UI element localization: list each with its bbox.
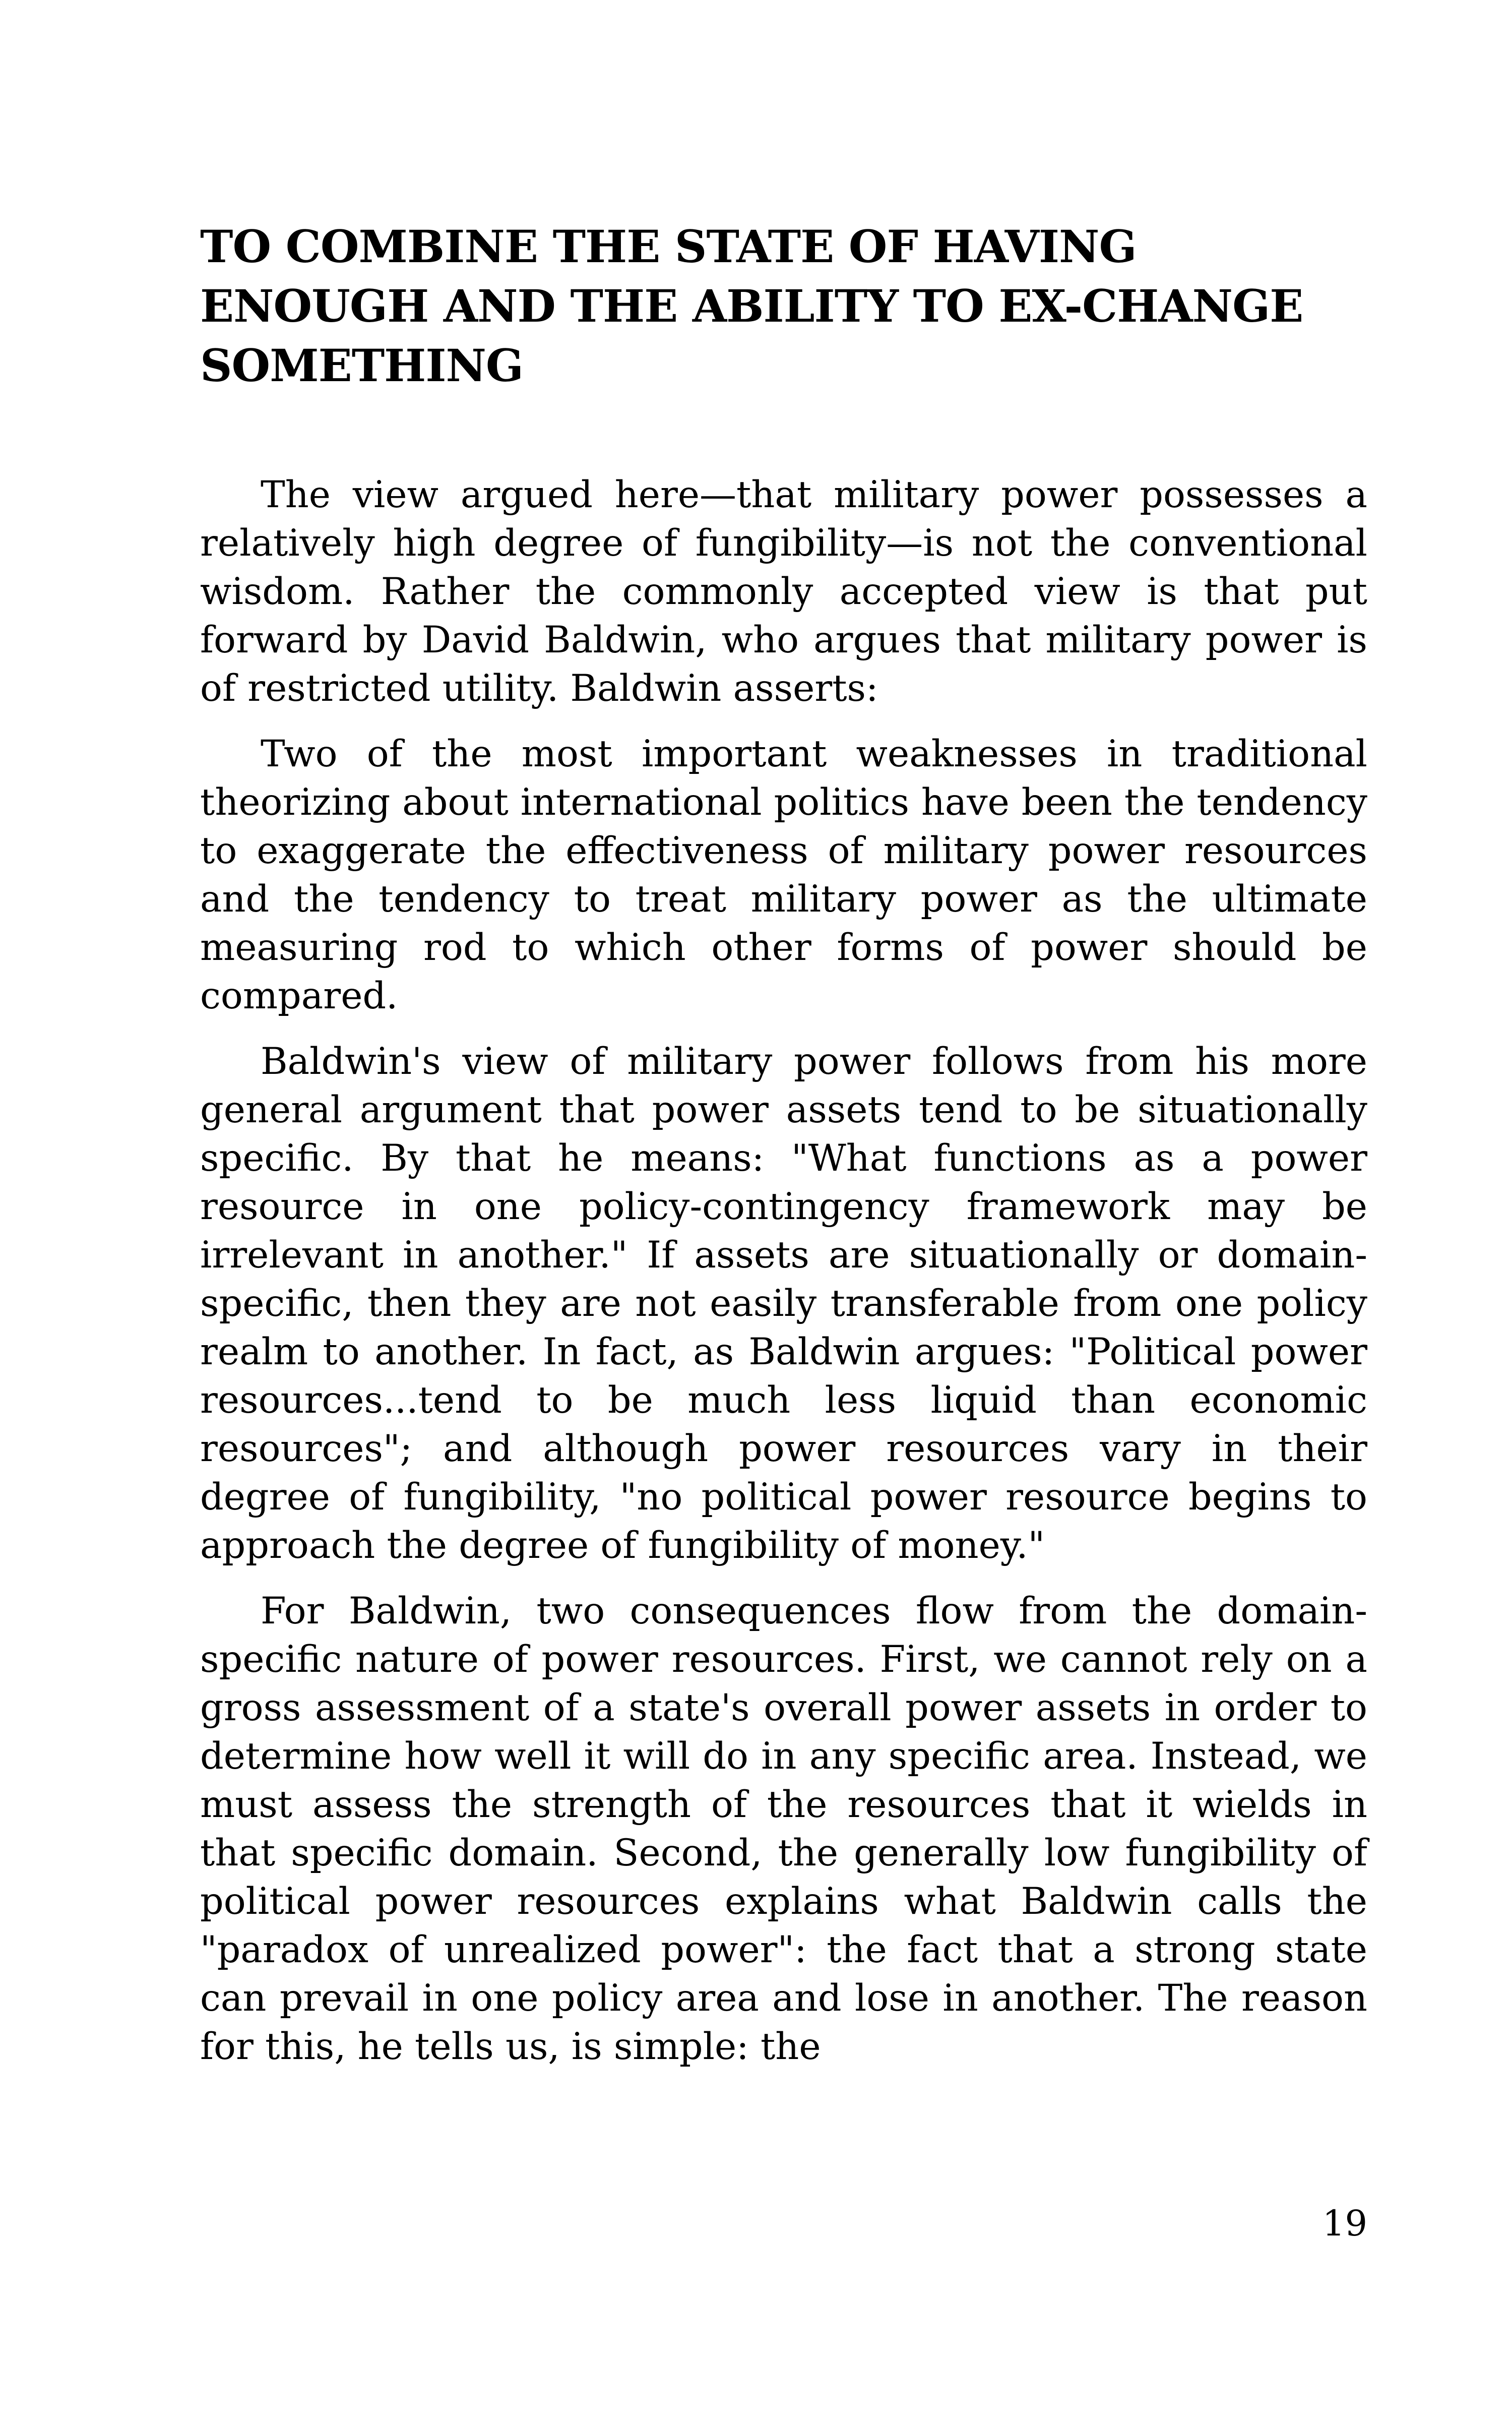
paragraph: Baldwin's view of military power follows from his more general argument that power assets tend to be situationally specific. By that he means: "What functions as a power resource in one policy-contingency framework may be irrelevant in another." If assets are situationally or domain-specific, then they are not easily transferable from one policy realm to another. In fact, as Baldwin argues: "Political power resources...tend to be much less liquid than economic resources"; and although power resources vary in their degree of fungibility, "no political power resource begins to approach the degree of fungibility of money." — [200, 1040, 1367, 1567]
paragraph: The view argued here—that military power possesses a relatively high degree of fungibility—is not the conventional wisdom. Rather the commonly accepted view is that put forward by David Baldwin, who argues that military power is of restricted utility. Baldwin asserts: — [200, 473, 1367, 710]
paragraph: For Baldwin, two consequences flow from the domain-specific nature of power resources. First, we cannot rely on a gross assessment of a state's overall power assets in order to determine how well it will do in any specific area. Instead, we must assess the strength of the resources that it wields in that specific domain. Second, the generally low fungibility of political power resources explains what Baldwin calls the "paradox of unrealized power": the fact that a strong state can prevail in one policy area and lose in another. The reason for this, he tells us, is simple: the — [200, 1590, 1367, 2068]
chapter-title: TO COMBINE THE STATE OF HAVING ENOUGH AND THE ABILITY TO EX-CHANGE SOMETHING — [200, 220, 1303, 392]
block-quote: Two of the most important weaknesses in traditional theorizing about international politics have been the tendency to exaggerate the effectiveness of military power resources and the tendency to treat military power as the ultimate measuring rod to which other forms of power should be compared. — [200, 733, 1367, 1017]
body-text — [200, 471, 1367, 2071]
page-content — [200, 217, 1367, 2088]
page-number: 19 — [1322, 2203, 1367, 2244]
